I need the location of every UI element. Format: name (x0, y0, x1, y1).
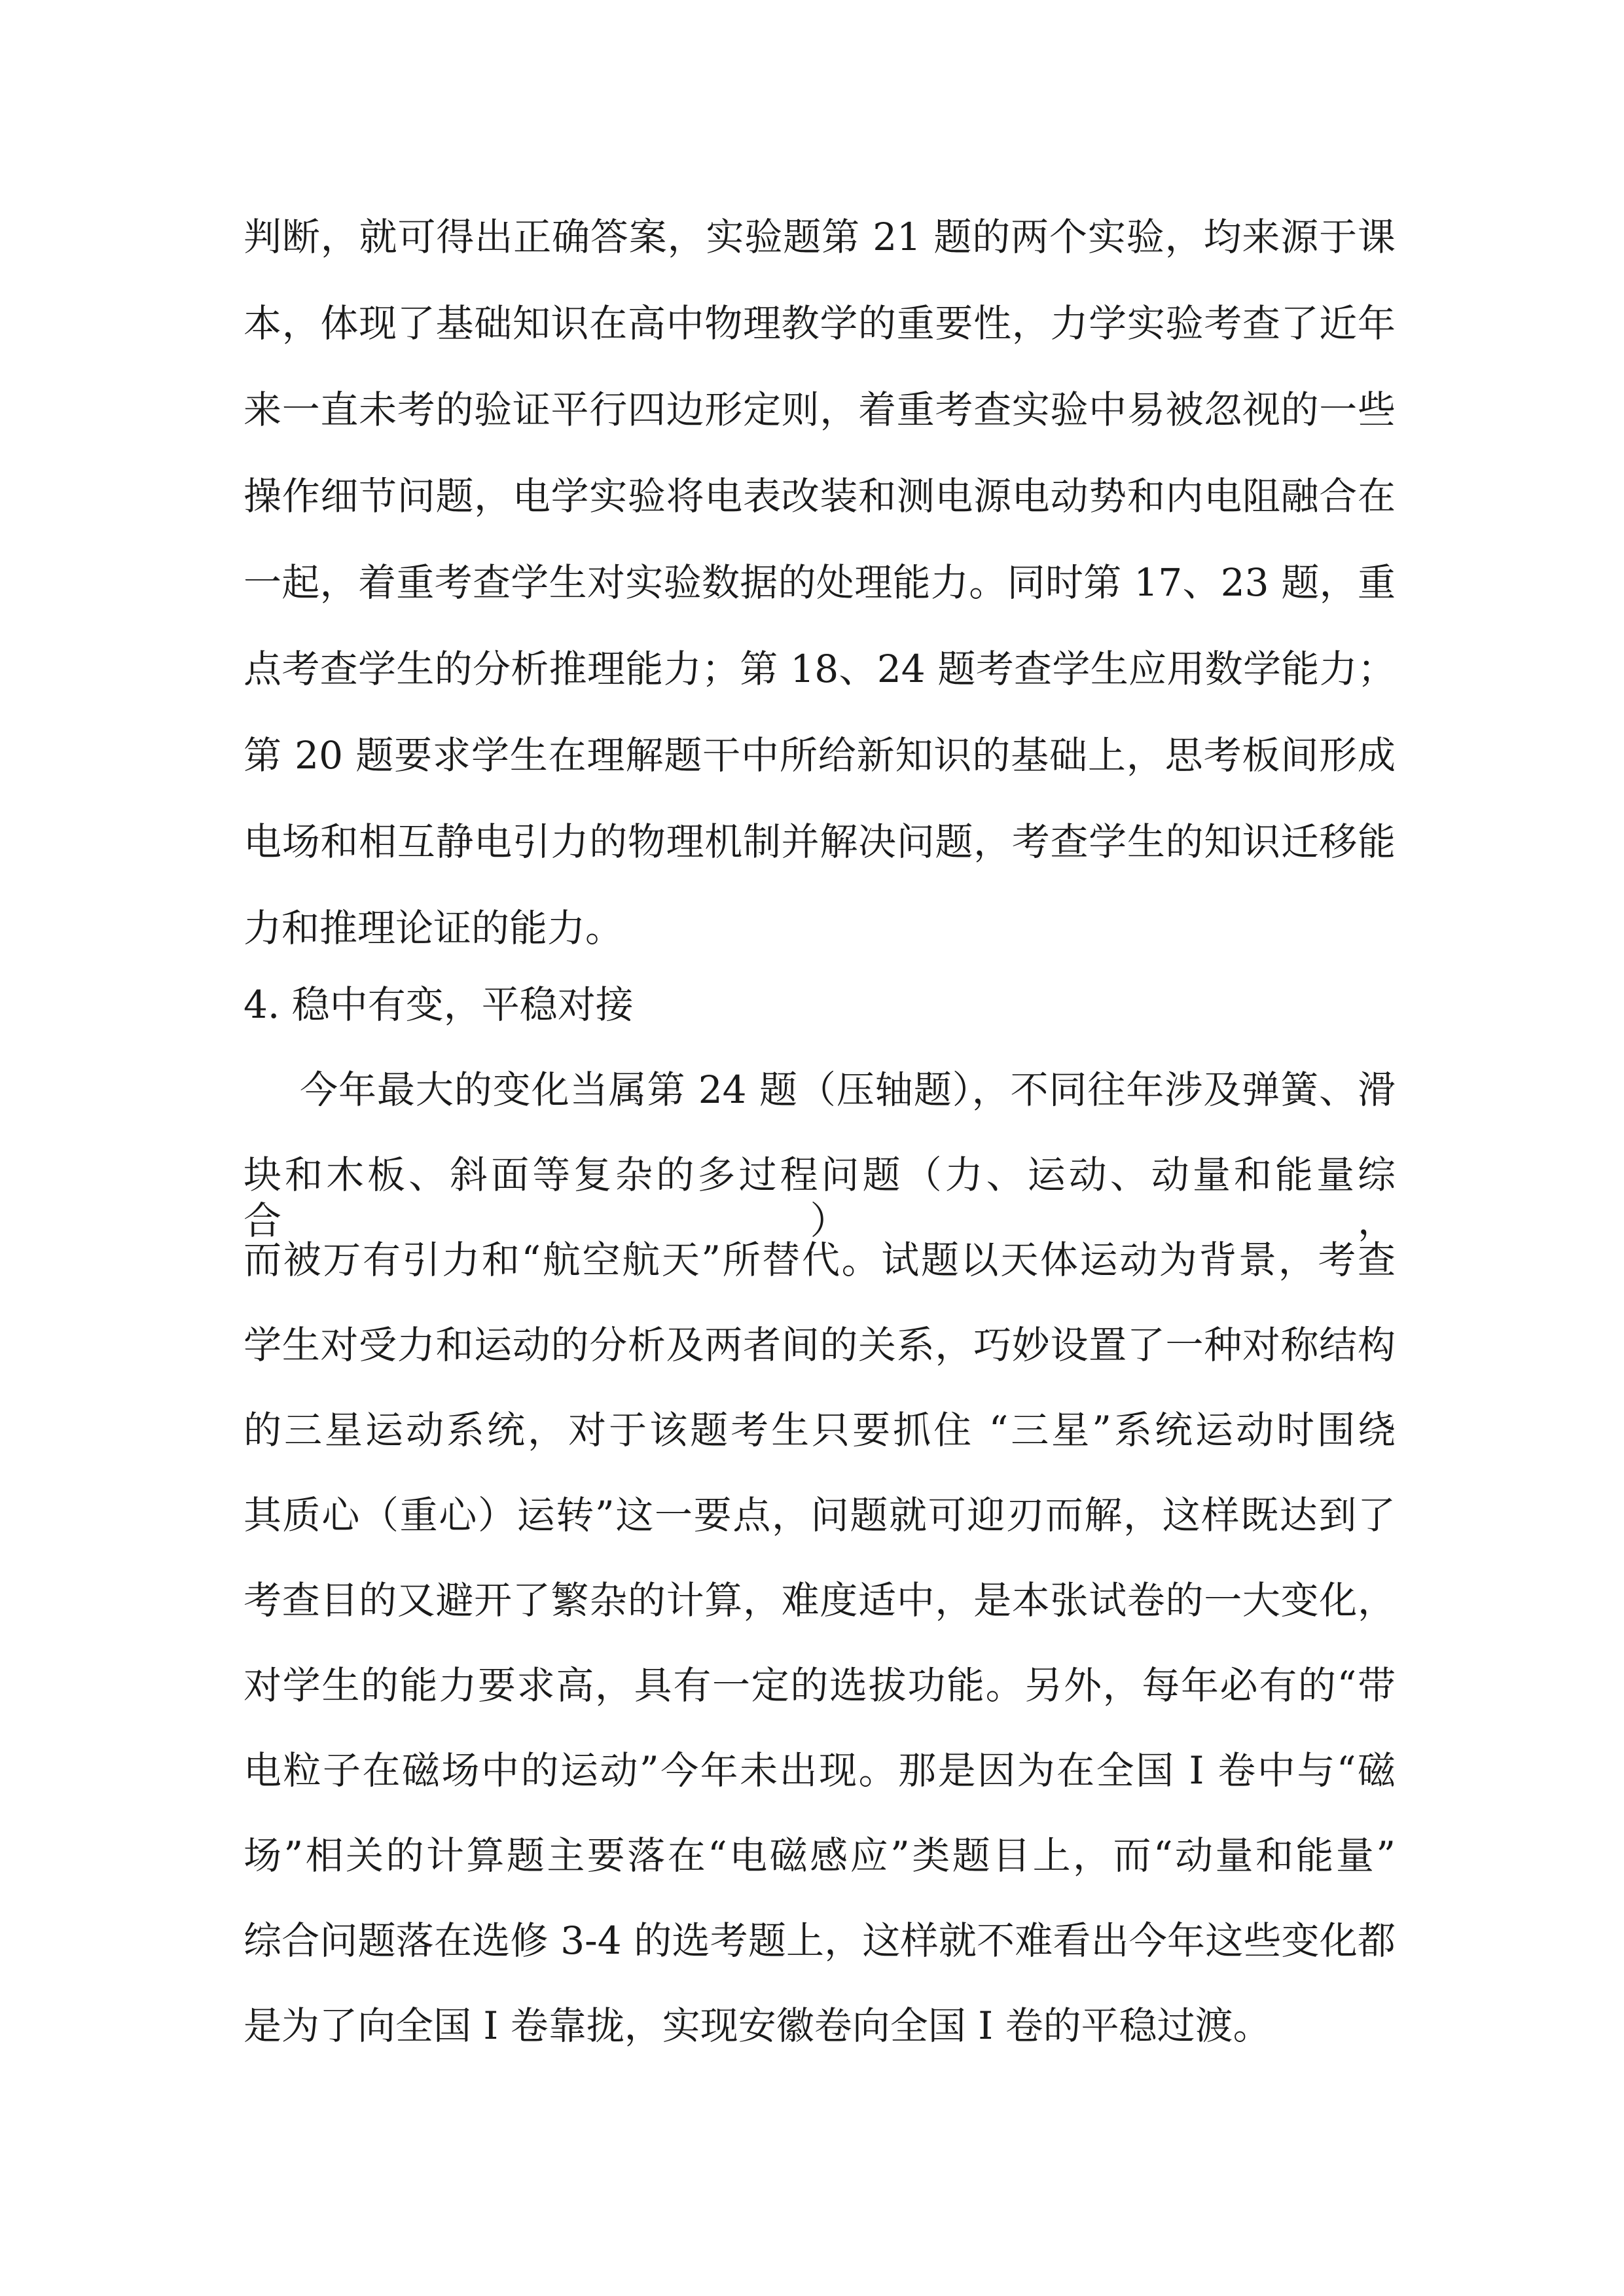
text-line: 一起，着重考查学生对实验数据的处理能力。同时第 17、23 题，重 (244, 560, 1396, 605)
text-line: 而被万有引力和“航空航天”所替代。试题以天体运动为背景，考查 (244, 1238, 1396, 1282)
text-line: 综合问题落在选修 3-4 的选考题上，这样就不难看出今年这些变化都 (244, 1918, 1396, 1963)
text-line: 点考查学生的分析推理能力；第 18、24 题考查学生应用数学能力； (244, 647, 1396, 691)
text-line: 第 20 题要求学生在理解题干中所给新知识的基础上，思考板间形成 (244, 733, 1396, 778)
text-line: 学生对受力和运动的分析及两者间的关系，巧妙设置了一种对称结构 (244, 1323, 1396, 1367)
text-line: 场”相关的计算题主要落在“电磁感应”类题目上，而“动量和能量” (244, 1833, 1396, 1878)
text-line: 来一直未考的验证平行四边形定则，着重考查实验中易被忽视的一些 (244, 387, 1396, 432)
section-heading: 4. 稳中有变，平稳对接 (244, 982, 634, 1027)
text-line: 对学生的能力要求高，具有一定的选拔功能。另外，每年必有的“带 (244, 1663, 1396, 1708)
text-line: 其质心（重心）运转”这一要点，问题就可迎刃而解，这样既达到了 (244, 1493, 1396, 1537)
text-line: 电粒子在磁场中的运动”今年未出现。那是因为在全国 I 卷中与“磁 (244, 1748, 1396, 1793)
text-line: 电场和相互静电引力的物理机制并解决问题，考查学生的知识迁移能 (244, 819, 1396, 864)
text-line: 的三星运动系统，对于该题考生只要抓住 “三星”系统运动时围绕 (244, 1408, 1396, 1452)
paragraph-first-line: 今年最大的变化当属第 24 题（压轴题），不同往年涉及弹簧、滑 (300, 1067, 1396, 1112)
paragraph-end-line: 力和推理论证的能力。 (244, 906, 624, 950)
text-line: 考查目的又避开了繁杂的计算，难度适中，是本张试卷的一大变化， (244, 1578, 1396, 1623)
text-line: 块和木板、斜面等复杂的多过程问题（力、运动、动量和能量综合）， (244, 1153, 1396, 1243)
paragraph-end-line: 是为了向全国 I 卷靠拢，实现安徽卷向全国 I 卷的平稳过渡。 (244, 2003, 1271, 2048)
text-line: 操作细节问题，电学实验将电表改装和测电源电动势和内电阻融合在 (244, 474, 1396, 518)
text-line: 判断，就可得出正确答案，实验题第 21 题的两个实验，均来源于课 (244, 215, 1396, 259)
text-line: 本，体现了基础知识在高中物理教学的重要性，力学实验考查了近年 (244, 301, 1396, 346)
